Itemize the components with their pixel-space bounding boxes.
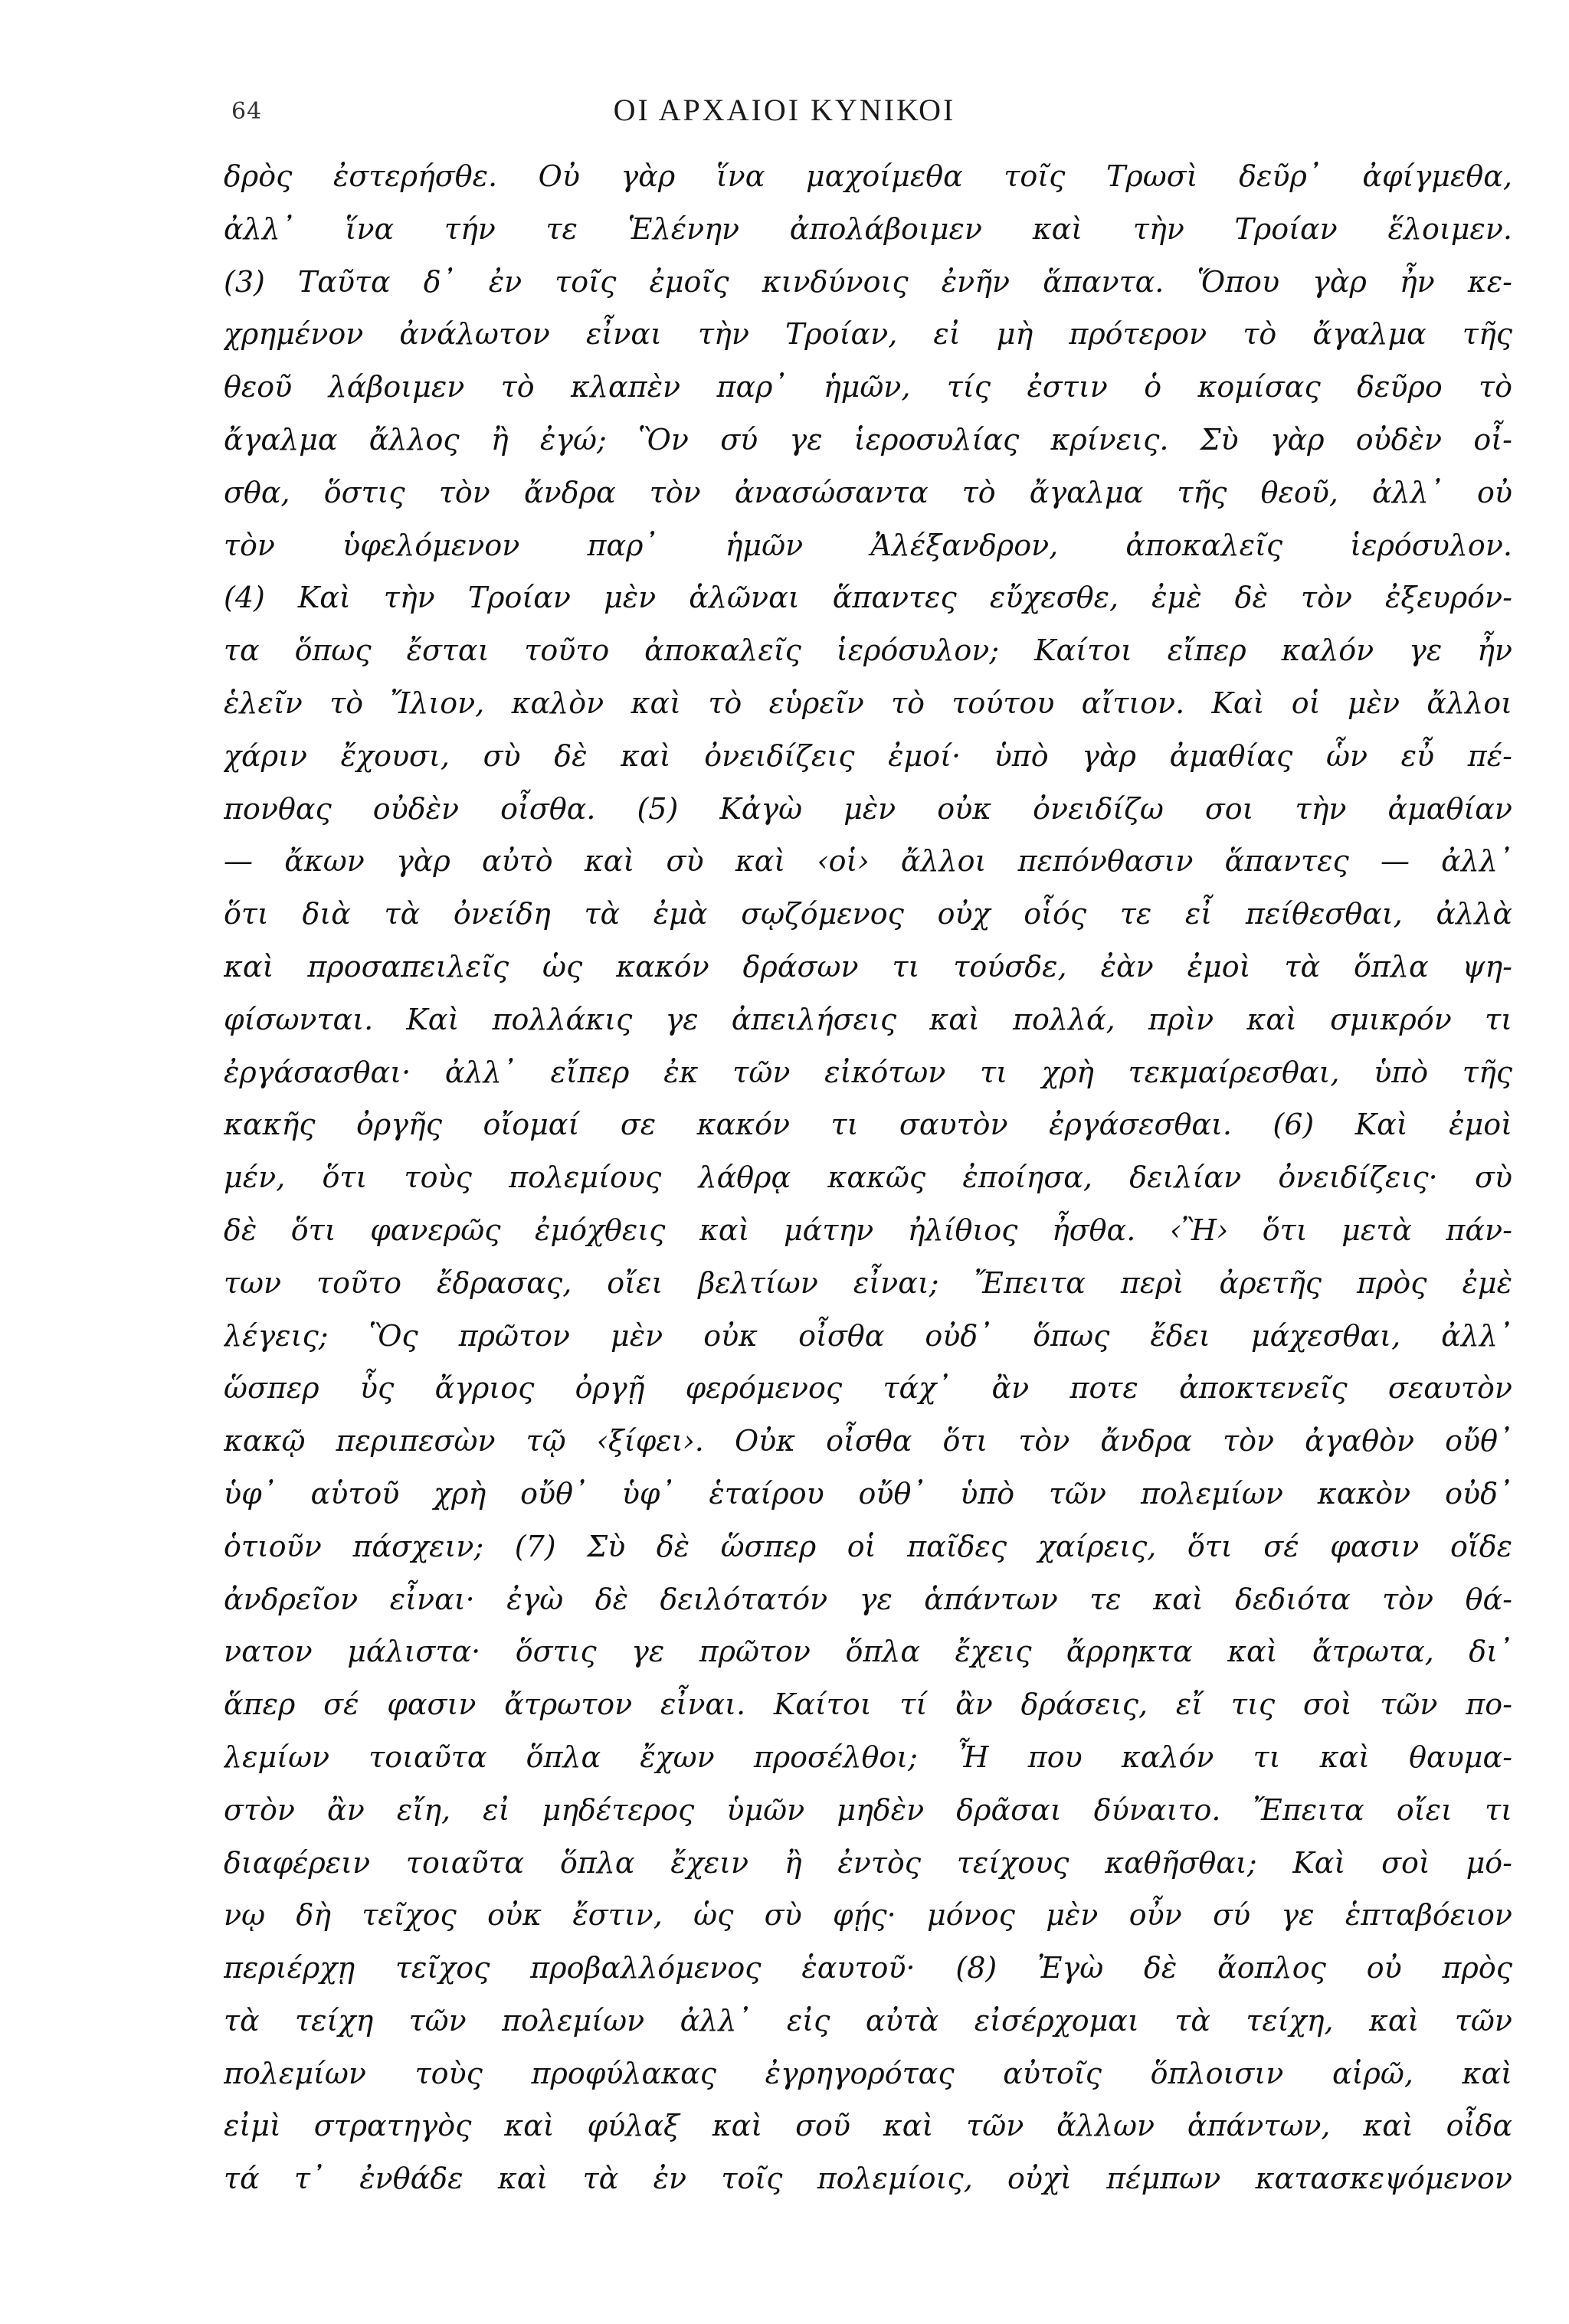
running-title: ΟΙ ΑΡΧΑΙΟΙ ΚΥΝΙΚΟΙ [613, 93, 956, 127]
text-line: λέγεις; Ὃς πρῶτον μὲν οὐκ οἶσθα οὐδ᾽ ὅπως ἔδει μάχεσθαι, ἀλλ᾽ [224, 1318, 1512, 1353]
text-line: φίσωνται. Καὶ πολλάκις γε ἀπειλήσεις καὶ πολλά, πρὶν καὶ σμικρόν τι [224, 1002, 1512, 1036]
page-number: 64 [231, 98, 263, 125]
text-line: μέν, ὅτι τοὺς πολεμίους λάθρᾳ κακῶς ἐποίησα, δειλίαν ὀνειδίζεις· σὺ [224, 1160, 1512, 1195]
text-line: ὁτιοῦν πάσχειν; (7) Σὺ δὲ ὥσπερ οἱ παῖδες χαίρεις, ὅτι σέ φασιν οἵδε [224, 1529, 1512, 1563]
text-line: νατον μάλιστα· ὅστις γε πρῶτον ὅπλα ἔχεις ἄρρηκτα καὶ ἄτρωτα, δι᾽ [224, 1635, 1512, 1669]
text-line: χρημένον ἀνάλωτον εἶναι τὴν Τροίαν, εἰ μὴ πρότερον τὸ ἄγαλμα τῆς [224, 317, 1512, 352]
text-line: νῳ δὴ τεῖχος οὐκ ἔστιν, ὡς σὺ φῄς· μόνος μὲν οὖν σύ γε ἑπταβόειον [224, 1898, 1512, 1933]
text-line: στὸν ἂν εἴη, εἰ μηδέτερος ὑμῶν μηδὲν δρᾶσαι δύναιτο. Ἔπειτα οἴει τι [224, 1792, 1512, 1827]
text-line: θεοῦ λάβοιμεν τὸ κλαπὲν παρ᾽ ἡμῶν, τίς ἐστιν ὁ κομίσας δεῦρο τὸ [224, 370, 1512, 404]
text-line: περιέρχῃ τεῖχος προβαλλόμενος ἑαυτοῦ· (8) Ἐγὼ δὲ ἄοπλος οὐ πρὸς [224, 1951, 1512, 1985]
text-line: τὸν ὑφελόμενον παρ᾽ ἡμῶν Ἀλέξανδρον, ἀποκαλεῖς ἱερόσυλον. [224, 528, 1512, 562]
text-line: (3) Ταῦτα δ᾽ ἐν τοῖς ἐμοῖς κινδύνοις ἐνῆν ἅπαντα. Ὅπου γὰρ ἦν κε- [224, 264, 1512, 299]
text-line: πολεμίων τοὺς προφύλακας ἐγρηγορότας αὐτοῖς ὅπλοισιν αἱρῶ, καὶ [224, 2056, 1512, 2090]
text-line: ὅτι διὰ τὰ ὀνείδη τὰ ἐμὰ σῳζόμενος οὐχ οἷός τε εἶ πείθεσθαι, ἀλλὰ [224, 897, 1512, 931]
text-line: ὥσπερ ὗς ἄγριος ὀργῇ φερόμενος τάχ᾽ ἂν ποτε ἀποκτενεῖς σεαυτὸν [224, 1371, 1512, 1406]
text-line: ὑφ᾽ αὑτοῦ χρὴ οὔθ᾽ ὑφ᾽ ἑταίρου οὔθ᾽ ὑπὸ τῶν πολεμίων κακὸν οὐδ᾽ [224, 1476, 1512, 1511]
text-line: διαφέρειν τοιαῦτα ὅπλα ἔχειν ἢ ἐντὸς τείχους καθῆσθαι; Καὶ σοὶ μό- [224, 1845, 1512, 1880]
text-line: ἑλεῖν τὸ Ἴλιον, καλὸν καὶ τὸ εὑρεῖν τὸ τούτου αἴτιον. Καὶ οἱ μὲν ἄλλοι [224, 686, 1512, 720]
text-line: — ἄκων γὰρ αὐτὸ καὶ σὺ καὶ ‹οἱ› ἄλλοι πεπόνθασιν ἅπαντες — ἀλλ᾽ [224, 844, 1512, 879]
text-line: δρὸς ἐστερήσθε. Οὐ γὰρ ἵνα μαχοίμεθα τοῖς Τρωσὶ δεῦρ᾽ ἀφίγμεθα, [224, 159, 1512, 193]
text-line: ἐργάσασθαι· ἀλλ᾽ εἴπερ ἐκ τῶν εἰκότων τι χρὴ τεκμαίρεσθαι, ὑπὸ τῆς [224, 1055, 1512, 1089]
text-line: πονθας οὐδὲν οἶσθα. (5) Κἀγὼ μὲν οὐκ ὀνειδίζω σοι τὴν ἀμαθίαν [224, 791, 1512, 826]
text-line: ἅπερ σέ φασιν ἄτρωτον εἶναι. Καίτοι τί ἂν δράσεις, εἴ τις σοὶ τῶν πο- [224, 1687, 1512, 1722]
text-line: δὲ ὅτι φανερῶς ἐμόχθεις καὶ μάτην ἠλίθιος ἦσθα. ‹Ἢ› ὅτι μετὰ πάν- [224, 1213, 1512, 1247]
text-line: σθα, ὅστις τὸν ἄνδρα τὸν ἀνασώσαντα τὸ ἄγαλμα τῆς θεοῦ, ἀλλ᾽ οὐ [224, 475, 1512, 509]
text-line: καὶ προσαπειλεῖς ὡς κακόν δράσων τι τούσδε, ἐὰν ἐμοὶ τὰ ὅπλα ψη- [224, 949, 1512, 984]
text-line: (4) Καὶ τὴν Τροίαν μὲν ἁλῶναι ἅπαντες εὔχεσθε, ἐμὲ δὲ τὸν ἐξευρόν- [224, 581, 1512, 615]
text-line: λεμίων τοιαῦτα ὅπλα ἔχων προσέλθοι; Ἦ που καλόν τι καὶ θαυμα- [224, 1740, 1512, 1774]
text-line: τὰ τείχη τῶν πολεμίων ἀλλ᾽ εἰς αὐτὰ εἰσέρχομαι τὰ τείχη, καὶ τῶν [224, 2003, 1512, 2038]
text-line: εἰμὶ στρατηγὸς καὶ φύλαξ καὶ σοῦ καὶ τῶν ἄλλων ἁπάντων, καὶ οἶδα [224, 2109, 1512, 2143]
text-line: των τοῦτο ἔδρασας, οἴει βελτίων εἶναι; Ἔπειτα περὶ ἀρετῆς πρὸς ἐμὲ [224, 1265, 1512, 1300]
text-line: ἄγαλμα ἄλλος ἢ ἐγώ; Ὃν σύ γε ἱεροσυλίας κρίνεις. Σὺ γὰρ οὐδὲν οἶ- [224, 422, 1512, 457]
text-line: ἀνδρεῖον εἶναι· ἐγὼ δὲ δειλότατόν γε ἁπάντων τε καὶ δεδιότα τὸν θά- [224, 1582, 1512, 1616]
text-line: κακῆς ὀργῆς οἴομαί σε κακόν τι σαυτὸν ἐργάσεσθαι. (6) Καὶ ἐμοὶ [224, 1108, 1512, 1142]
text-line: τα ὅπως ἔσται τοῦτο ἀποκαλεῖς ἱερόσυλον; Καίτοι εἴπερ καλόν γε ἦν [224, 633, 1512, 668]
greek-body-text [224, 150, 1512, 2205]
text-line: ἀλλ᾽ ἵνα τήν τε Ἑλένην ἀπολάβοιμεν καὶ τὴν Τροίαν ἕλοιμεν. [224, 211, 1512, 246]
text-line: κακῷ περιπεσὼν τῷ ‹ξίφει›. Οὐκ οἶσθα ὅτι τὸν ἄνδρα τὸν ἀγαθὸν οὔθ᾽ [224, 1424, 1512, 1458]
text-line: χάριν ἔχουσι, σὺ δὲ καὶ ὀνειδίζεις ἐμοί· ὑπὸ γὰρ ἀμαθίας ὧν εὖ πέ- [224, 738, 1512, 773]
text-line: τά τ᾽ ἐνθάδε καὶ τὰ ἐν τοῖς πολεμίοις, οὐχὶ πέμπων κατασκεψόμενον [224, 2162, 1512, 2196]
